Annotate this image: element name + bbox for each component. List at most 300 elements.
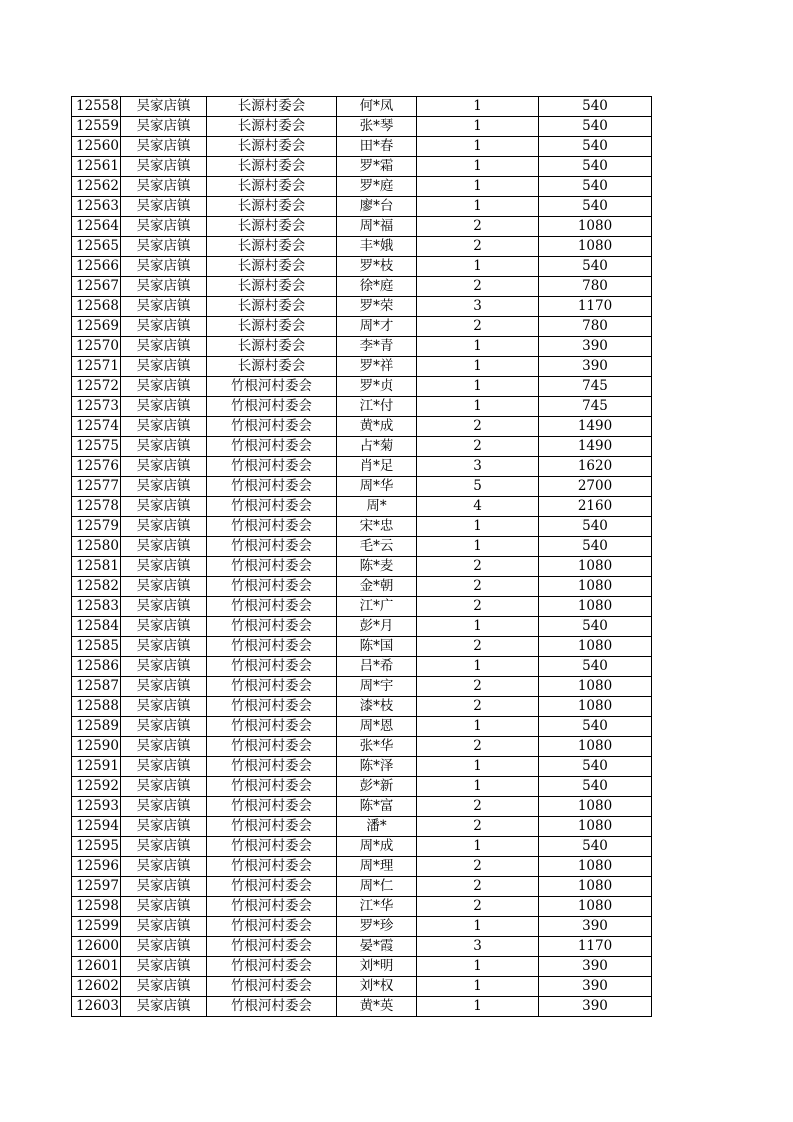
- count-cell: 1: [417, 537, 539, 557]
- table-row: [72, 557, 652, 577]
- name-cell: 罗*枝: [337, 257, 417, 277]
- town-cell: 吴家店镇: [121, 937, 207, 957]
- town-cell: 吴家店镇: [121, 837, 207, 857]
- table-row: [72, 997, 652, 1017]
- count-cell: 2: [417, 897, 539, 917]
- name-cell: 徐*庭: [337, 277, 417, 297]
- amount-cell: 780: [539, 317, 652, 337]
- row-id-cell: 12577: [72, 477, 121, 497]
- amount-cell: 540: [539, 197, 652, 217]
- row-id-cell: 12562: [72, 177, 121, 197]
- village-cell: 长源村委会: [207, 137, 337, 157]
- count-cell: 1: [417, 717, 539, 737]
- amount-cell: 390: [539, 977, 652, 997]
- town-cell: 吴家店镇: [121, 237, 207, 257]
- village-cell: 竹根河村委会: [207, 957, 337, 977]
- amount-cell: 745: [539, 397, 652, 417]
- name-cell: 宋*忠: [337, 517, 417, 537]
- village-cell: 竹根河村委会: [207, 937, 337, 957]
- row-id-cell: 12586: [72, 657, 121, 677]
- town-cell: 吴家店镇: [121, 957, 207, 977]
- amount-cell: 540: [539, 717, 652, 737]
- table-row: [72, 837, 652, 857]
- town-cell: 吴家店镇: [121, 817, 207, 837]
- table-row: [72, 477, 652, 497]
- count-cell: 1: [417, 917, 539, 937]
- name-cell: 潘*: [337, 817, 417, 837]
- table-row: [72, 977, 652, 997]
- row-id-cell: 12561: [72, 157, 121, 177]
- amount-cell: 745: [539, 377, 652, 397]
- amount-cell: 540: [539, 837, 652, 857]
- name-cell: 晏*霞: [337, 937, 417, 957]
- count-cell: 1: [417, 657, 539, 677]
- village-cell: 竹根河村委会: [207, 377, 337, 397]
- village-cell: 竹根河村委会: [207, 637, 337, 657]
- village-cell: 竹根河村委会: [207, 997, 337, 1017]
- count-cell: 1: [417, 977, 539, 997]
- amount-cell: 1080: [539, 697, 652, 717]
- table-row: [72, 277, 652, 297]
- village-cell: 长源村委会: [207, 97, 337, 117]
- village-cell: 竹根河村委会: [207, 857, 337, 877]
- count-cell: 1: [417, 177, 539, 197]
- table-row: [72, 797, 652, 817]
- table-row: [72, 97, 652, 117]
- village-cell: 长源村委会: [207, 197, 337, 217]
- row-id-cell: 12581: [72, 557, 121, 577]
- table-row: [72, 817, 652, 837]
- name-cell: 丰*娥: [337, 237, 417, 257]
- village-cell: 竹根河村委会: [207, 737, 337, 757]
- amount-cell: 390: [539, 997, 652, 1017]
- amount-cell: 1080: [539, 217, 652, 237]
- table-row: [72, 757, 652, 777]
- village-cell: 竹根河村委会: [207, 597, 337, 617]
- name-cell: 彭*新: [337, 777, 417, 797]
- count-cell: 2: [417, 637, 539, 657]
- town-cell: 吴家店镇: [121, 617, 207, 637]
- table-row: [72, 617, 652, 637]
- row-id-cell: 12588: [72, 697, 121, 717]
- town-cell: 吴家店镇: [121, 497, 207, 517]
- count-cell: 3: [417, 937, 539, 957]
- village-cell: 长源村委会: [207, 317, 337, 337]
- town-cell: 吴家店镇: [121, 417, 207, 437]
- row-id-cell: 12602: [72, 977, 121, 997]
- count-cell: 3: [417, 297, 539, 317]
- count-cell: 1: [417, 137, 539, 157]
- amount-cell: 1080: [539, 857, 652, 877]
- table-row: [72, 597, 652, 617]
- village-cell: 长源村委会: [207, 177, 337, 197]
- row-id-cell: 12578: [72, 497, 121, 517]
- amount-cell: 1490: [539, 417, 652, 437]
- town-cell: 吴家店镇: [121, 277, 207, 297]
- village-cell: 长源村委会: [207, 277, 337, 297]
- table-row: [72, 497, 652, 517]
- amount-cell: 540: [539, 97, 652, 117]
- name-cell: 罗*荣: [337, 297, 417, 317]
- count-cell: 1: [417, 357, 539, 377]
- amount-cell: 2160: [539, 497, 652, 517]
- name-cell: 张*华: [337, 737, 417, 757]
- table-row: [72, 397, 652, 417]
- row-id-cell: 12569: [72, 317, 121, 337]
- row-id-cell: 12590: [72, 737, 121, 757]
- amount-cell: 540: [539, 177, 652, 197]
- count-cell: 1: [417, 997, 539, 1017]
- count-cell: 2: [417, 797, 539, 817]
- amount-cell: 540: [539, 157, 652, 177]
- village-cell: 长源村委会: [207, 157, 337, 177]
- count-cell: 5: [417, 477, 539, 497]
- name-cell: 刘*明: [337, 957, 417, 977]
- count-cell: 2: [417, 677, 539, 697]
- table-row: [72, 717, 652, 737]
- row-id-cell: 12576: [72, 457, 121, 477]
- count-cell: 1: [417, 757, 539, 777]
- amount-cell: 540: [539, 757, 652, 777]
- name-cell: 肖*足: [337, 457, 417, 477]
- row-id-cell: 12575: [72, 437, 121, 457]
- name-cell: 江*华: [337, 897, 417, 917]
- table-row: [72, 537, 652, 557]
- village-cell: 竹根河村委会: [207, 837, 337, 857]
- row-id-cell: 12559: [72, 117, 121, 137]
- count-cell: 2: [417, 577, 539, 597]
- name-cell: 罗*贞: [337, 377, 417, 397]
- row-id-cell: 12558: [72, 97, 121, 117]
- name-cell: 何*凤: [337, 97, 417, 117]
- table-row: [72, 897, 652, 917]
- town-cell: 吴家店镇: [121, 297, 207, 317]
- village-cell: 竹根河村委会: [207, 457, 337, 477]
- row-id-cell: 12598: [72, 897, 121, 917]
- amount-cell: 390: [539, 917, 652, 937]
- town-cell: 吴家店镇: [121, 337, 207, 357]
- amount-cell: 1170: [539, 937, 652, 957]
- table-row: [72, 957, 652, 977]
- table-row: [72, 337, 652, 357]
- count-cell: 3: [417, 457, 539, 477]
- name-cell: 罗*珍: [337, 917, 417, 937]
- count-cell: 1: [417, 257, 539, 277]
- count-cell: 2: [417, 817, 539, 837]
- row-id-cell: 12580: [72, 537, 121, 557]
- town-cell: 吴家店镇: [121, 117, 207, 137]
- table-row: [72, 437, 652, 457]
- town-cell: 吴家店镇: [121, 197, 207, 217]
- village-cell: 竹根河村委会: [207, 477, 337, 497]
- name-cell: 周*成: [337, 837, 417, 857]
- table-row: [72, 937, 652, 957]
- village-cell: 长源村委会: [207, 297, 337, 317]
- row-id-cell: 12566: [72, 257, 121, 277]
- village-cell: 竹根河村委会: [207, 537, 337, 557]
- row-id-cell: 12568: [72, 297, 121, 317]
- count-cell: 2: [417, 597, 539, 617]
- table-row: [72, 357, 652, 377]
- table-row: [72, 877, 652, 897]
- village-cell: 竹根河村委会: [207, 557, 337, 577]
- village-cell: 竹根河村委会: [207, 417, 337, 437]
- amount-cell: 1490: [539, 437, 652, 457]
- amount-cell: 1080: [539, 877, 652, 897]
- town-cell: 吴家店镇: [121, 397, 207, 417]
- village-cell: 竹根河村委会: [207, 577, 337, 597]
- name-cell: 周*: [337, 497, 417, 517]
- town-cell: 吴家店镇: [121, 717, 207, 737]
- count-cell: 1: [417, 157, 539, 177]
- town-cell: 吴家店镇: [121, 777, 207, 797]
- amount-cell: 540: [539, 137, 652, 157]
- name-cell: 罗*祥: [337, 357, 417, 377]
- town-cell: 吴家店镇: [121, 737, 207, 757]
- amount-cell: 540: [539, 537, 652, 557]
- amount-cell: 540: [539, 517, 652, 537]
- count-cell: 1: [417, 777, 539, 797]
- name-cell: 李*青: [337, 337, 417, 357]
- town-cell: 吴家店镇: [121, 577, 207, 597]
- amount-cell: 1170: [539, 297, 652, 317]
- village-cell: 竹根河村委会: [207, 917, 337, 937]
- amount-cell: 1080: [539, 737, 652, 757]
- table-row: [72, 457, 652, 477]
- table-row: [72, 257, 652, 277]
- amount-cell: 540: [539, 117, 652, 137]
- row-id-cell: 12560: [72, 137, 121, 157]
- row-id-cell: 12565: [72, 237, 121, 257]
- amount-cell: 1080: [539, 677, 652, 697]
- amount-cell: 390: [539, 957, 652, 977]
- village-cell: 竹根河村委会: [207, 817, 337, 837]
- row-id-cell: 12582: [72, 577, 121, 597]
- name-cell: 罗*霜: [337, 157, 417, 177]
- town-cell: 吴家店镇: [121, 177, 207, 197]
- row-id-cell: 12563: [72, 197, 121, 217]
- row-id-cell: 12591: [72, 757, 121, 777]
- village-cell: 竹根河村委会: [207, 797, 337, 817]
- count-cell: 2: [417, 217, 539, 237]
- name-cell: 金*朝: [337, 577, 417, 597]
- count-cell: 1: [417, 837, 539, 857]
- row-id-cell: 12583: [72, 597, 121, 617]
- table-row: [72, 297, 652, 317]
- table-row: [72, 217, 652, 237]
- row-id-cell: 12595: [72, 837, 121, 857]
- town-cell: 吴家店镇: [121, 857, 207, 877]
- table-row: [72, 917, 652, 937]
- amount-cell: 1620: [539, 457, 652, 477]
- count-cell: 2: [417, 277, 539, 297]
- amount-cell: 1080: [539, 557, 652, 577]
- table-row: [72, 577, 652, 597]
- table-row: [72, 857, 652, 877]
- count-cell: 1: [417, 957, 539, 977]
- row-id-cell: 12594: [72, 817, 121, 837]
- town-cell: 吴家店镇: [121, 677, 207, 697]
- table-row: [72, 517, 652, 537]
- table-row: [72, 157, 652, 177]
- name-cell: 毛*云: [337, 537, 417, 557]
- name-cell: 黄*英: [337, 997, 417, 1017]
- row-id-cell: 12589: [72, 717, 121, 737]
- town-cell: 吴家店镇: [121, 557, 207, 577]
- village-cell: 长源村委会: [207, 337, 337, 357]
- town-cell: 吴家店镇: [121, 137, 207, 157]
- row-id-cell: 12593: [72, 797, 121, 817]
- count-cell: 2: [417, 237, 539, 257]
- amount-cell: 1080: [539, 897, 652, 917]
- amount-cell: 1080: [539, 577, 652, 597]
- row-id-cell: 12574: [72, 417, 121, 437]
- count-cell: 1: [417, 397, 539, 417]
- name-cell: 周*华: [337, 477, 417, 497]
- town-cell: 吴家店镇: [121, 377, 207, 397]
- table-row: [72, 137, 652, 157]
- village-cell: 竹根河村委会: [207, 657, 337, 677]
- town-cell: 吴家店镇: [121, 657, 207, 677]
- name-cell: 罗*庭: [337, 177, 417, 197]
- amount-cell: 1080: [539, 637, 652, 657]
- amount-cell: 540: [539, 257, 652, 277]
- amount-cell: 1080: [539, 817, 652, 837]
- row-id-cell: 12587: [72, 677, 121, 697]
- name-cell: 周*恩: [337, 717, 417, 737]
- town-cell: 吴家店镇: [121, 537, 207, 557]
- town-cell: 吴家店镇: [121, 477, 207, 497]
- name-cell: 田*春: [337, 137, 417, 157]
- name-cell: 周*才: [337, 317, 417, 337]
- town-cell: 吴家店镇: [121, 437, 207, 457]
- row-id-cell: 12585: [72, 637, 121, 657]
- row-id-cell: 12600: [72, 937, 121, 957]
- town-cell: 吴家店镇: [121, 637, 207, 657]
- amount-cell: 540: [539, 657, 652, 677]
- count-cell: 2: [417, 437, 539, 457]
- count-cell: 2: [417, 557, 539, 577]
- count-cell: 1: [417, 517, 539, 537]
- count-cell: 4: [417, 497, 539, 517]
- amount-cell: 1080: [539, 237, 652, 257]
- row-id-cell: 12579: [72, 517, 121, 537]
- count-cell: 2: [417, 877, 539, 897]
- village-cell: 竹根河村委会: [207, 697, 337, 717]
- town-cell: 吴家店镇: [121, 357, 207, 377]
- count-cell: 1: [417, 377, 539, 397]
- village-cell: 竹根河村委会: [207, 497, 337, 517]
- table-row: [72, 677, 652, 697]
- count-cell: 1: [417, 97, 539, 117]
- name-cell: 廖*台: [337, 197, 417, 217]
- town-cell: 吴家店镇: [121, 877, 207, 897]
- table-row: [72, 197, 652, 217]
- row-id-cell: 12570: [72, 337, 121, 357]
- amount-cell: 1080: [539, 797, 652, 817]
- name-cell: 吕*希: [337, 657, 417, 677]
- town-cell: 吴家店镇: [121, 217, 207, 237]
- amount-cell: 540: [539, 617, 652, 637]
- name-cell: 漆*枝: [337, 697, 417, 717]
- village-cell: 竹根河村委会: [207, 977, 337, 997]
- count-cell: 2: [417, 857, 539, 877]
- town-cell: 吴家店镇: [121, 917, 207, 937]
- town-cell: 吴家店镇: [121, 757, 207, 777]
- amount-cell: 390: [539, 337, 652, 357]
- count-cell: 2: [417, 417, 539, 437]
- row-id-cell: 12564: [72, 217, 121, 237]
- table-row: [72, 417, 652, 437]
- table-row: [72, 737, 652, 757]
- village-cell: 竹根河村委会: [207, 437, 337, 457]
- name-cell: 周*仁: [337, 877, 417, 897]
- village-cell: 长源村委会: [207, 217, 337, 237]
- row-id-cell: 12567: [72, 277, 121, 297]
- village-cell: 长源村委会: [207, 117, 337, 137]
- count-cell: 1: [417, 197, 539, 217]
- table-row: [72, 117, 652, 137]
- row-id-cell: 12573: [72, 397, 121, 417]
- name-cell: 陈*富: [337, 797, 417, 817]
- table-row: [72, 657, 652, 677]
- name-cell: 张*琴: [337, 117, 417, 137]
- amount-cell: 2700: [539, 477, 652, 497]
- name-cell: 周*福: [337, 217, 417, 237]
- row-id-cell: 12599: [72, 917, 121, 937]
- count-cell: 2: [417, 697, 539, 717]
- town-cell: 吴家店镇: [121, 517, 207, 537]
- row-id-cell: 12596: [72, 857, 121, 877]
- town-cell: 吴家店镇: [121, 597, 207, 617]
- row-id-cell: 12592: [72, 777, 121, 797]
- row-id-cell: 12571: [72, 357, 121, 377]
- name-cell: 陈*麦: [337, 557, 417, 577]
- table-row: [72, 697, 652, 717]
- name-cell: 陈*国: [337, 637, 417, 657]
- town-cell: 吴家店镇: [121, 97, 207, 117]
- name-cell: 彭*月: [337, 617, 417, 637]
- name-cell: 江*广: [337, 597, 417, 617]
- count-cell: 1: [417, 337, 539, 357]
- row-id-cell: 12584: [72, 617, 121, 637]
- count-cell: 2: [417, 737, 539, 757]
- table-row: [72, 637, 652, 657]
- name-cell: 刘*权: [337, 977, 417, 997]
- table-row: [72, 177, 652, 197]
- row-id-cell: 12601: [72, 957, 121, 977]
- name-cell: 江*付: [337, 397, 417, 417]
- town-cell: 吴家店镇: [121, 977, 207, 997]
- table-row: [72, 237, 652, 257]
- town-cell: 吴家店镇: [121, 897, 207, 917]
- name-cell: 占*菊: [337, 437, 417, 457]
- village-cell: 竹根河村委会: [207, 777, 337, 797]
- name-cell: 周*理: [337, 857, 417, 877]
- village-cell: 竹根河村委会: [207, 677, 337, 697]
- village-cell: 竹根河村委会: [207, 617, 337, 637]
- village-cell: 竹根河村委会: [207, 517, 337, 537]
- village-cell: 竹根河村委会: [207, 397, 337, 417]
- town-cell: 吴家店镇: [121, 797, 207, 817]
- table-row: [72, 377, 652, 397]
- row-id-cell: 12572: [72, 377, 121, 397]
- name-cell: 周*宇: [337, 677, 417, 697]
- village-cell: 长源村委会: [207, 257, 337, 277]
- town-cell: 吴家店镇: [121, 157, 207, 177]
- table-row: [72, 777, 652, 797]
- amount-cell: 1080: [539, 597, 652, 617]
